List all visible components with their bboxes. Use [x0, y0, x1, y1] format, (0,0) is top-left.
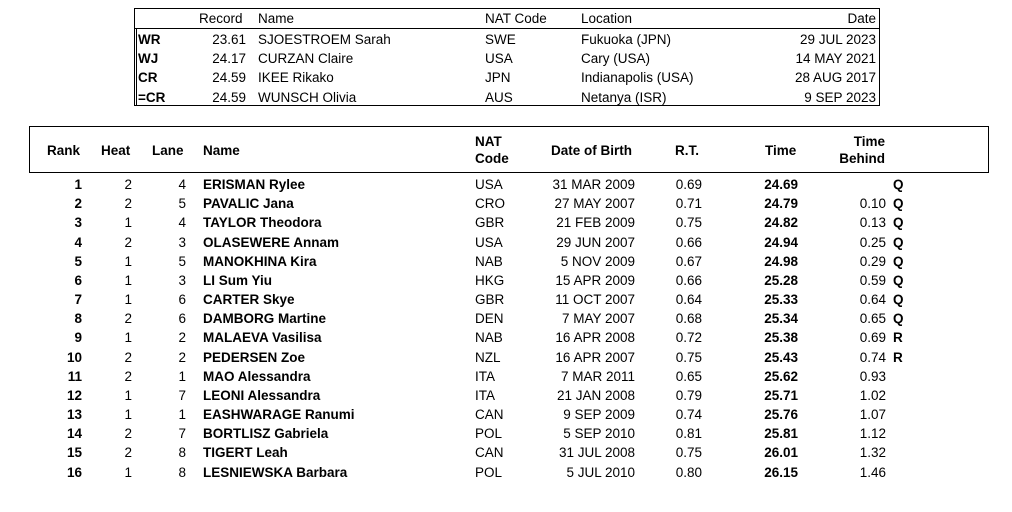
result-nat: USA	[475, 177, 503, 192]
header-dob: Date of Birth	[551, 143, 632, 158]
result-time: 25.62	[764, 368, 798, 384]
result-nat: NAB	[475, 330, 503, 346]
result-dob: 31 JUL 2008	[558, 445, 635, 461]
records-header-record: Record	[199, 11, 243, 26]
header-heat: Heat	[101, 143, 131, 158]
record-row	[0, 30, 1012, 49]
result-rt: 0.64	[675, 292, 702, 308]
result-heat: 2	[124, 196, 132, 212]
record-time: 23.61	[212, 32, 246, 47]
result-heat: 1	[124, 387, 132, 403]
records-header-nat: NAT Code	[485, 11, 547, 26]
record-date: 28 AUG 2017	[794, 70, 876, 86]
result-nat: CAN	[475, 445, 504, 461]
record-type: =CR	[138, 89, 166, 105]
record-type: CR	[138, 70, 158, 86]
result-heat: 2	[124, 445, 132, 461]
result-heat: 1	[124, 215, 132, 231]
result-name: OLASEWERE Annam	[203, 234, 340, 250]
result-heat: 2	[124, 311, 132, 327]
result-row	[0, 252, 1012, 271]
result-row	[0, 367, 1012, 386]
result-time: 24.69	[764, 177, 798, 192]
record-time: 24.59	[212, 89, 246, 105]
result-dob: 21 JAN 2008	[556, 387, 635, 403]
record-row	[0, 68, 1012, 87]
result-time-behind: 0.10	[859, 196, 886, 212]
result-nat: GBR	[475, 215, 505, 231]
result-nat: USA	[475, 234, 503, 250]
result-name: LESNIEWSKA Barbara	[203, 464, 348, 480]
header-nat-line2: Code	[475, 151, 509, 166]
result-time: 26.01	[764, 445, 798, 461]
records-header-rule	[134, 28, 880, 29]
result-nat: DEN	[475, 311, 504, 327]
result-heat: 1	[124, 407, 132, 423]
result-dob: 9 SEP 2009	[563, 407, 635, 423]
header-nat-line1: NAT	[475, 134, 502, 149]
result-name: PEDERSEN Zoe	[203, 349, 306, 365]
result-dob: 16 APR 2007	[555, 349, 635, 365]
result-heat: 1	[124, 292, 132, 308]
result-heat: 2	[124, 234, 132, 250]
result-nat: CRO	[475, 196, 505, 212]
header-lane: Lane	[152, 143, 184, 158]
result-lane: 4	[178, 177, 186, 192]
result-time: 24.82	[764, 215, 798, 231]
result-dob: 11 OCT 2007	[555, 292, 635, 308]
result-heat: 2	[124, 349, 132, 365]
result-row	[0, 213, 1012, 232]
result-rt: 0.66	[675, 234, 702, 250]
header-rt: R.T.	[675, 143, 700, 158]
result-rank: 14	[66, 426, 82, 442]
header-name: Name	[203, 143, 240, 158]
result-time-behind: 0.13	[859, 215, 886, 231]
result-rt: 0.75	[675, 445, 702, 461]
result-dob: 5 SEP 2010	[563, 426, 635, 442]
result-dob: 27 MAY 2007	[554, 196, 635, 212]
result-row	[0, 194, 1012, 213]
result-lane: 7	[178, 387, 186, 403]
result-nat: NZL	[475, 349, 501, 365]
result-rt: 0.74	[675, 407, 702, 423]
record-nat: JPN	[485, 70, 511, 86]
result-dob: 7 MAR 2011	[560, 368, 635, 384]
result-row	[0, 405, 1012, 424]
record-name: CURZAN Claire	[258, 51, 354, 67]
result-rank: 5	[74, 253, 82, 269]
record-name: IKEE Rikako	[258, 70, 334, 86]
records-header-date: Date	[847, 11, 876, 26]
result-dob: 31 MAR 2009	[552, 177, 635, 192]
result-rt: 0.75	[675, 215, 702, 231]
result-rt: 0.69	[675, 177, 702, 192]
record-type: WR	[138, 32, 161, 47]
result-time: 25.81	[764, 426, 798, 442]
result-name: MANOKHINA Kira	[203, 253, 317, 269]
result-rt: 0.79	[675, 387, 702, 403]
result-time: 25.28	[764, 272, 798, 288]
result-rank: 15	[66, 445, 82, 461]
result-heat: 1	[124, 253, 132, 269]
result-qualification-mark: Q	[893, 272, 904, 288]
result-qualification-mark: R	[893, 349, 903, 365]
result-name: LI Sum Yiu	[203, 272, 273, 288]
record-type: WJ	[138, 51, 159, 67]
result-rank: 12	[66, 387, 82, 403]
result-time: 24.98	[764, 253, 798, 269]
result-dob: 7 MAY 2007	[561, 311, 635, 327]
result-lane: 6	[178, 292, 186, 308]
record-location: Indianapolis (USA)	[581, 70, 694, 86]
result-heat: 1	[124, 330, 132, 346]
result-rank: 8	[74, 311, 82, 327]
result-time-behind: 0.65	[859, 311, 886, 327]
result-heat: 2	[124, 177, 132, 192]
result-lane: 1	[178, 368, 186, 384]
result-name: TIGERT Leah	[203, 445, 288, 461]
result-rt: 0.80	[675, 464, 702, 480]
result-name: MALAEVA Vasilisa	[203, 330, 322, 346]
record-name: SJOESTROEM Sarah	[258, 32, 391, 47]
result-rank: 4	[74, 234, 82, 250]
result-rt: 0.66	[675, 272, 702, 288]
result-time-behind: 1.32	[859, 445, 886, 461]
result-rt: 0.72	[675, 330, 702, 346]
result-name: TAYLOR Theodora	[203, 215, 322, 231]
result-dob: 5 JUL 2010	[566, 464, 635, 480]
result-rt: 0.75	[675, 349, 702, 365]
result-dob: 15 APR 2009	[555, 272, 635, 288]
result-row	[0, 290, 1012, 309]
result-rt: 0.71	[675, 196, 702, 212]
result-name: PAVALIC Jana	[203, 196, 294, 212]
record-name: WUNSCH Olivia	[258, 89, 357, 105]
result-name: MAO Alessandra	[203, 368, 311, 384]
result-time: 25.71	[764, 387, 798, 403]
result-dob: 5 NOV 2009	[560, 253, 635, 269]
header-time: Time	[765, 143, 797, 158]
record-row	[0, 49, 1012, 68]
record-date: 29 JUL 2023	[799, 32, 876, 47]
result-qualification-mark: Q	[893, 292, 904, 308]
record-location: Netanya (ISR)	[581, 89, 667, 105]
result-heat: 2	[124, 368, 132, 384]
record-date: 9 SEP 2023	[804, 89, 876, 105]
result-time: 26.15	[764, 464, 798, 480]
result-row	[0, 463, 1012, 482]
result-lane: 2	[178, 349, 186, 365]
result-heat: 1	[124, 464, 132, 480]
result-name: EASHWARAGE Ranumi	[203, 407, 355, 423]
result-name: ERISMAN Rylee	[203, 177, 306, 192]
records-header-name: Name	[258, 11, 295, 26]
result-time-behind: 1.12	[859, 426, 886, 442]
result-name: DAMBORG Martine	[203, 311, 327, 327]
result-rank: 2	[74, 196, 82, 212]
result-qualification-mark: Q	[893, 311, 904, 327]
result-rank: 9	[74, 330, 82, 346]
record-location: Cary (USA)	[581, 51, 651, 67]
result-nat: CAN	[475, 407, 504, 423]
result-lane: 4	[178, 215, 186, 231]
header-behind-line1: Time	[853, 134, 885, 149]
result-row	[0, 328, 1012, 347]
result-rt: 0.65	[675, 368, 702, 384]
result-lane: 8	[178, 464, 186, 480]
result-dob: 29 JUN 2007	[556, 234, 635, 250]
result-lane: 3	[178, 234, 186, 250]
result-time: 24.94	[764, 234, 798, 250]
result-name: BORTLISZ Gabriela	[203, 426, 329, 442]
result-row	[0, 386, 1012, 405]
result-row	[0, 175, 1012, 194]
result-nat: ITA	[475, 368, 495, 384]
result-rt: 0.68	[675, 311, 702, 327]
record-row	[0, 88, 1012, 107]
result-time-behind: 1.46	[859, 464, 886, 480]
result-rank: 16	[66, 464, 82, 480]
result-row	[0, 233, 1012, 252]
result-time-behind: 1.02	[859, 387, 886, 403]
result-row	[0, 443, 1012, 462]
result-lane: 7	[178, 426, 186, 442]
result-nat: HKG	[475, 272, 505, 288]
result-nat: NAB	[475, 253, 503, 269]
result-rank: 13	[66, 407, 82, 423]
result-time-behind: 0.59	[859, 272, 886, 288]
result-time: 24.79	[764, 196, 798, 212]
record-nat: AUS	[485, 89, 513, 105]
record-time: 24.59	[212, 70, 246, 86]
result-rank: 7	[74, 292, 82, 308]
result-qualification-mark: Q	[893, 253, 904, 269]
result-lane: 1	[178, 407, 186, 423]
result-name: LEONI Alessandra	[203, 387, 321, 403]
result-qualification-mark: R	[893, 330, 903, 346]
result-nat: GBR	[475, 292, 505, 308]
result-row	[0, 309, 1012, 328]
record-location: Fukuoka (JPN)	[581, 32, 672, 47]
record-nat: USA	[485, 51, 513, 67]
result-rank: 10	[66, 349, 82, 365]
record-time: 24.17	[212, 51, 246, 67]
result-heat: 1	[124, 272, 132, 288]
result-rank: 1	[74, 177, 82, 192]
result-lane: 5	[178, 196, 186, 212]
result-lane: 6	[178, 311, 186, 327]
result-name: CARTER Skye	[203, 292, 295, 308]
record-nat: SWE	[485, 32, 516, 47]
result-nat: ITA	[475, 387, 495, 403]
result-time-behind: 1.07	[859, 407, 886, 423]
header-behind-line2: Behind	[839, 151, 885, 166]
result-time: 25.43	[764, 349, 798, 365]
result-row	[0, 348, 1012, 367]
result-nat: POL	[475, 464, 503, 480]
result-time: 25.76	[764, 407, 798, 423]
result-nat: POL	[475, 426, 503, 442]
result-time-behind: 0.64	[859, 292, 886, 308]
result-time: 25.38	[764, 330, 798, 346]
result-row	[0, 271, 1012, 290]
result-rank: 11	[67, 368, 82, 384]
header-rank: Rank	[47, 143, 81, 158]
result-lane: 2	[178, 330, 186, 346]
result-time-behind: 0.93	[859, 368, 886, 384]
result-qualification-mark: Q	[893, 215, 904, 231]
result-row	[0, 424, 1012, 443]
result-lane: 5	[178, 253, 186, 269]
result-dob: 16 APR 2008	[555, 330, 635, 346]
result-time: 25.34	[764, 311, 798, 327]
result-time-behind: 0.29	[859, 253, 886, 269]
result-time-behind: 0.69	[859, 330, 886, 346]
result-lane: 3	[178, 272, 186, 288]
result-lane: 8	[178, 445, 186, 461]
result-time-behind: 0.74	[859, 349, 886, 365]
result-qualification-mark: Q	[893, 196, 904, 212]
result-dob: 21 FEB 2009	[556, 215, 635, 231]
result-rt: 0.81	[675, 426, 702, 442]
result-time-behind: 0.25	[859, 234, 886, 250]
result-qualification-mark: Q	[893, 234, 904, 250]
result-heat: 2	[124, 426, 132, 442]
records-header-location: Location	[581, 11, 633, 26]
result-rank: 3	[74, 215, 82, 231]
result-rank: 6	[74, 272, 82, 288]
result-rt: 0.67	[675, 253, 702, 269]
record-date: 14 MAY 2021	[795, 51, 876, 67]
result-time: 25.33	[764, 292, 798, 308]
result-qualification-mark: Q	[893, 177, 904, 192]
